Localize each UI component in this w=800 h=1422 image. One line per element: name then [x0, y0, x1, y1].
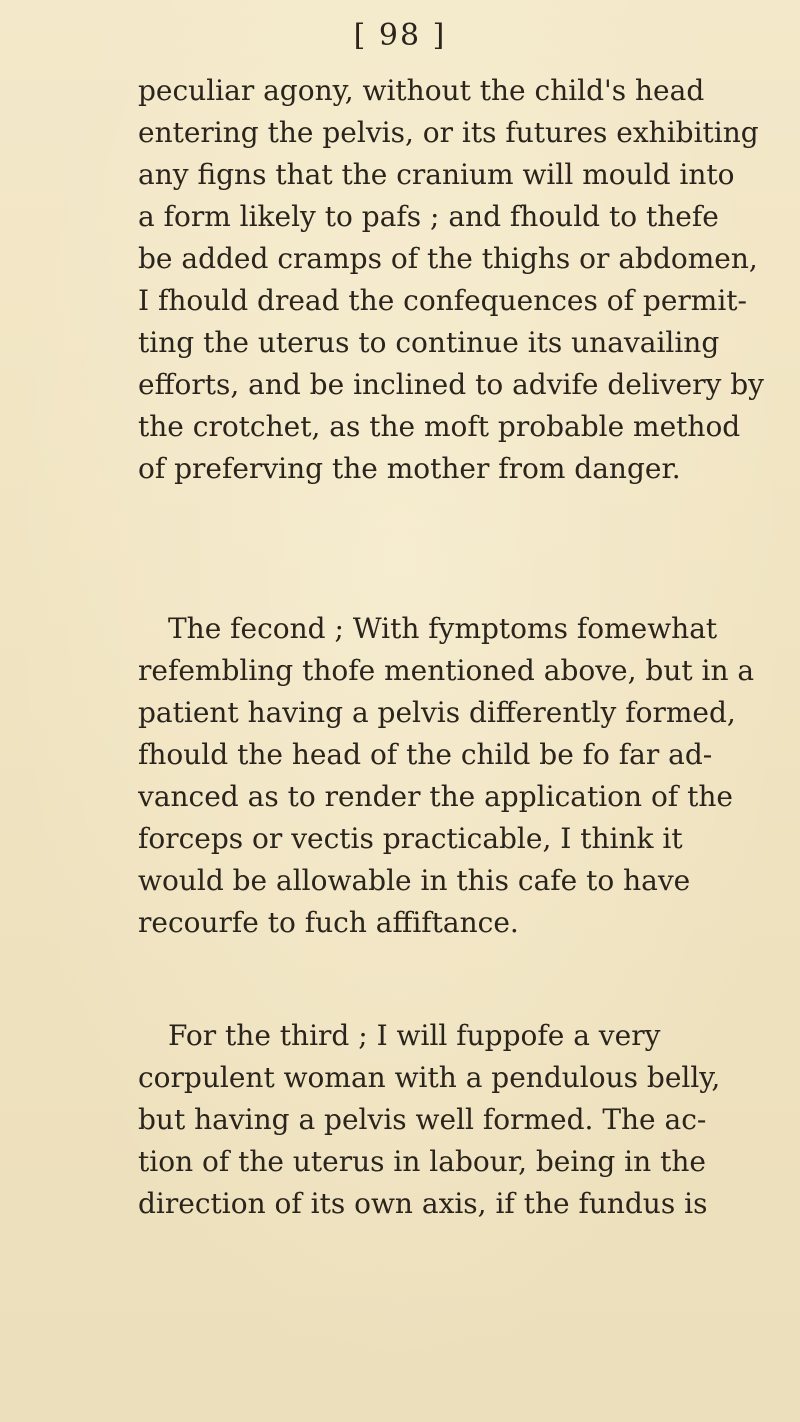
text-line: peculiar agony, without the child's head [138, 74, 705, 107]
text-line: The fecond ; With fymptoms fomewhat [168, 612, 718, 645]
text-line: entering the pelvis, or its futures exhibiting [138, 116, 759, 149]
paragraph-3 [138, 1015, 778, 1225]
text-line: For the third ; I will fuppofe a very [168, 1019, 661, 1052]
text-line: tion of the uterus in labour, being in the [138, 1145, 706, 1178]
text-line: vanced as to render the application of the [138, 780, 733, 813]
text-line: of preferving the mother from danger. [138, 452, 681, 485]
text-line: I fhould dread the confequences of permit- [138, 284, 747, 317]
text-line: direction of its own axis, if the fundus is [138, 1187, 708, 1220]
text-line: efforts, and be inclined to advife delivery by [138, 368, 764, 401]
text-line: recourfe to fuch affiftance. [138, 906, 519, 939]
text-line: would be allowable in this cafe to have [138, 864, 691, 897]
paragraph-2 [138, 608, 778, 944]
text-line: corpulent woman with a pendulous belly, [138, 1061, 721, 1094]
page-number: [ 98 ] [353, 18, 447, 53]
text-line: patient having a pelvis differently formed, [138, 696, 736, 729]
text-line: ting the uterus to continue its unavailing [138, 326, 720, 359]
text-line: fhould the head of the child be fo far ad- [138, 738, 713, 771]
paragraph-1 [138, 70, 778, 490]
text-line: any figns that the cranium will mould into [138, 158, 735, 191]
text-line: refembling thofe mentioned above, but in a [138, 654, 755, 687]
text-line: the crotchet, as the moft probable method [138, 410, 741, 443]
text-line: forceps or vectis practicable, I think it [138, 822, 683, 855]
text-line: a form likely to pafs ; and fhould to thefe [138, 200, 719, 233]
text-line: but having a pelvis well formed. The ac- [138, 1103, 707, 1136]
text-line: be added cramps of the thighs or abdomen, [138, 242, 758, 275]
